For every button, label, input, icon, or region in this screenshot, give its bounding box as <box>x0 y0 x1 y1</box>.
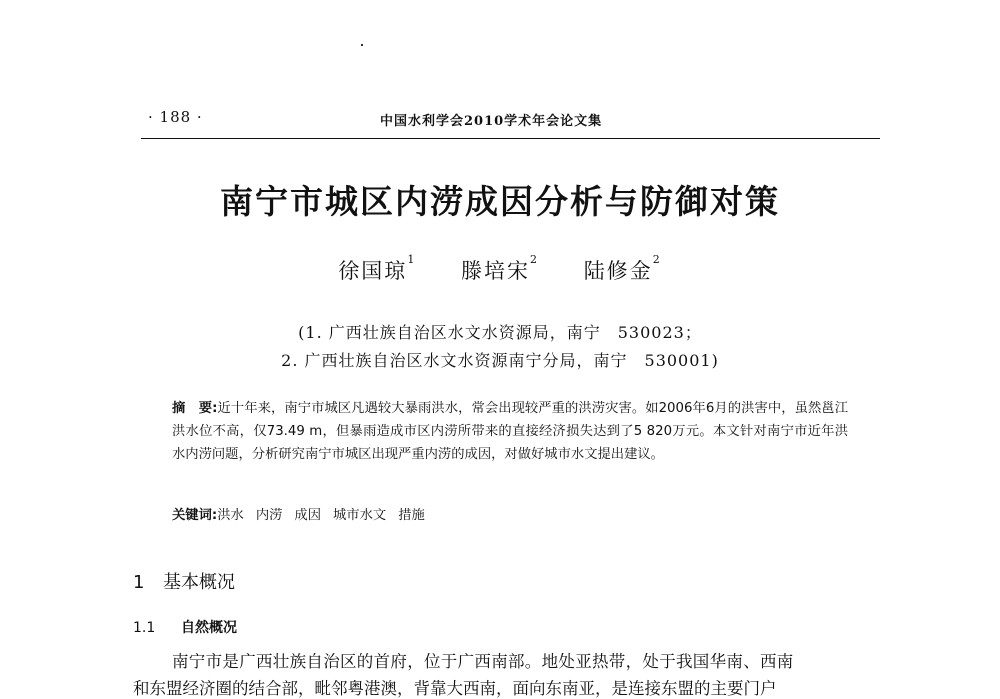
keywords: 关键词:洪水 内涝 成因 城市水文 措施 <box>172 508 425 523</box>
author-list <box>0 255 1000 285</box>
subsection-number: 1.1 <box>133 620 156 636</box>
body-text-line: 南宁市是广西壮族自治区的首府，位于广西南部。地处亚热带，处于我国华南、西南 <box>172 652 794 671</box>
affiliation-line: 2. 广西壮族自治区水文水资源南宁分局，南宁 530001) <box>281 351 719 370</box>
section-number: 1 <box>133 572 145 593</box>
keywords-label: 关键词 <box>172 508 212 523</box>
page-header <box>148 108 878 132</box>
section-title: 基本概况 <box>163 572 235 593</box>
keyword: 城市水文 <box>333 508 387 523</box>
abstract: 摘 要:近十年来，南宁市城区凡遇较大暴雨洪水，常会出现较严重的洪涝灾害。如2006年6月的洪害中，虽然邕江洪水位不高，仅73.49 m，但暴雨造成市区内涝所带来的直接经济损失达到了5 820万元。本文针对南宁市近年洪水内涝问题，分析研究南宁市城区出现严重内涝的成因，对做好城市水文提出建议。 <box>172 401 848 462</box>
subsection-title: 自然概况 <box>181 620 237 636</box>
paper-title: 南宁市城区内涝成因分析与防御对策 <box>220 182 780 221</box>
abstract-label: 摘 要 <box>172 401 213 416</box>
keyword: 内涝 <box>255 508 283 523</box>
keyword: 措施 <box>398 508 425 523</box>
affiliation-line: (1. 广西壮族自治区水文水资源局，南宁 530023； <box>298 323 702 342</box>
keyword: 洪水 <box>217 508 244 523</box>
keyword: 成因 <box>294 508 321 523</box>
author-affiliation-mark: 2 <box>530 253 539 266</box>
author-affiliation-mark: 2 <box>652 253 662 266</box>
author <box>461 255 539 285</box>
author-affiliation-mark: 1 <box>407 253 417 266</box>
author <box>338 255 416 285</box>
header-rule <box>141 138 880 139</box>
page-number: · 188 · <box>148 108 203 126</box>
section-heading <box>133 568 235 594</box>
abstract-text: 近十年来，南宁市城区凡遇较大暴雨洪水，常会出现较严重的洪涝灾害。如2006年6月的洪害中，虽然邕江洪水位不高，仅73.49 m，但暴雨造成市区内涝所带来的直接经济损失达到了5 820万元。本文针对南宁市近年洪水内涝问题，分析研究南宁市城区出现严重内涝的成因，对做好城市水文提出建议。 <box>172 401 848 462</box>
author-name: 徐国琼 <box>338 259 408 283</box>
running-head: 中国水利学会2010学术年会论文集 <box>380 114 603 129</box>
author-name: 陆修金 <box>583 259 653 283</box>
body-text-line: 和东盟经济圈的结合部，毗邻粤港澳，背靠大西南，面向东南亚，是连接东盟的主要门户 <box>133 679 777 698</box>
subsection-heading <box>133 617 237 637</box>
scan-speck <box>361 44 363 46</box>
author <box>584 255 662 285</box>
author-name: 滕培宋 <box>461 259 530 283</box>
